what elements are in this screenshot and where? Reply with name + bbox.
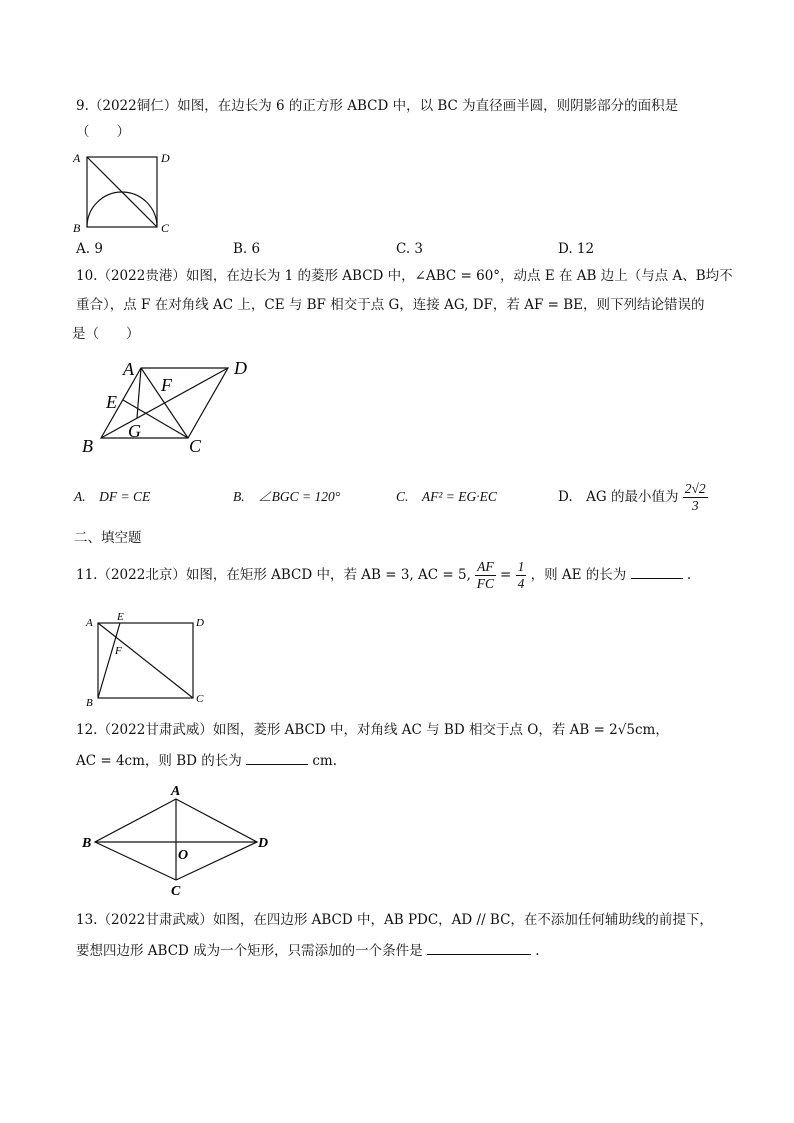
q9-label-d: D (161, 151, 170, 165)
q10-label-g: G (128, 421, 141, 441)
q10-stem-line3: 是（ ） (72, 326, 140, 342)
q11-stem (76, 557, 691, 593)
q10-label-c: C (189, 436, 202, 456)
q11-stem-end: . (686, 567, 692, 583)
q13-answer-blank[interactable] (427, 942, 531, 955)
q13-stem-end: . (535, 943, 540, 959)
q12-label-c: C (171, 884, 181, 899)
q10-option-d-fraction (683, 481, 708, 514)
q11-fraction-one-quarter (516, 559, 527, 592)
q10-option-d[interactable] (558, 478, 708, 516)
q10-label-f: F (161, 375, 172, 395)
q10-option-d-numerator: 2√2 (684, 481, 706, 496)
q11-stem-prefix: 11.（2022北京）如图，在矩形 ABCD 中，若 AB = 3, AC = 5, (76, 567, 471, 583)
q9-label-c: C (161, 221, 170, 235)
q9-option-c[interactable]: C. 3 (396, 241, 424, 257)
q10-option-b[interactable]: B. ∠BGC = 120° (233, 489, 341, 504)
q11-label-f: F (115, 645, 122, 657)
q9-stem-line1: 9.（2022铜仁）如图，在边长为 6 的正方形 ABCD 中，以 BC 为直径画半圆，则阴影部分的面积是 (76, 98, 679, 114)
q12-label-o: O (178, 848, 189, 863)
q11-label-a: A (86, 617, 93, 629)
q10-option-c[interactable]: C. AF² = EG·EC (396, 489, 497, 504)
q13-stem-line2 (76, 942, 540, 960)
q12-stem-line1: 12.（2022甘肃武威）如图，菱形 ABCD 中，对角线 AC 与 BD 相交于点 O，若 AB = 2√5cm， (76, 722, 669, 738)
q10-stem-line2: 重合），点 F 在对角线 AC 上，CE 与 BF 相交于点 G，连接 AG, DF，若 AF = BE，则下列结论错误的 (76, 297, 705, 313)
q12-answer-blank[interactable] (246, 752, 308, 765)
q12-label-d: D (258, 836, 269, 851)
q11-figure (82, 608, 212, 708)
q11-stem-suffix: ，则 AE 的长为 (530, 567, 627, 583)
q9-figure (70, 148, 180, 238)
q12-label-a: A (171, 784, 181, 799)
q9-label-b: B (73, 221, 81, 235)
q11-label-e: E (117, 611, 124, 623)
q13-stem-line1: 13.（2022甘肃武威）如图，在四边形 ABCD 中，AB PDC，AD // BC，在不添加任何辅助线的前提下， (76, 912, 713, 928)
q10-option-d-denominator: 3 (691, 498, 699, 513)
q9-label-a: A (73, 151, 81, 165)
q12-stem-line2 (76, 752, 337, 770)
q10-option-a[interactable]: A. DF = CE (74, 489, 151, 504)
q10-stem-line1: 10.（2022贵港）如图，在边长为 1 的菱形 ABCD 中，∠ABC = 60°，动点 E 在 AB 边上（与点 A、B均不 (76, 268, 733, 284)
q11-fraction2-denominator: 4 (517, 576, 525, 591)
q10-option-d-text: D. AG 的最小值为 (558, 489, 679, 505)
q9-stem-line2: （ ） (76, 124, 130, 140)
q10-label-d: D (234, 358, 247, 378)
q9-option-a[interactable]: A. 9 (76, 241, 103, 257)
q9-diagonal (87, 157, 157, 227)
q11-fraction1-numerator: AF (477, 559, 494, 574)
q12-label-b: B (82, 836, 92, 851)
section-fill-in-heading: 二、填空题 (74, 530, 142, 546)
q11-diagonal-ac (98, 623, 193, 698)
q10-figure (75, 355, 260, 460)
q11-answer-blank[interactable] (631, 566, 683, 579)
q11-label-c: C (196, 693, 204, 705)
q9-option-b[interactable]: B. 6 (233, 241, 261, 257)
q11-fraction1-denominator: FC (476, 576, 495, 591)
q11-equals: = (499, 567, 512, 583)
q12-stem-line2-a: AC = 4cm，则 BD 的长为 (76, 753, 242, 769)
q10-label-e: E (106, 392, 117, 412)
q13-stem-line2-text: 要想四边形 ABCD 成为一个矩形，只需添加的一个条件是 (76, 943, 423, 959)
q11-fraction-af-fc (475, 559, 496, 592)
q12-stem-line2-b: cm. (312, 753, 338, 769)
q12-figure (80, 782, 280, 902)
q9-semicircle (87, 192, 157, 227)
q11-label-d: D (196, 617, 204, 629)
q9-option-d[interactable]: D. 12 (558, 241, 595, 257)
q11-segment-be (98, 623, 120, 698)
q11-label-b: B (86, 697, 93, 708)
q10-label-a: A (123, 359, 134, 379)
q10-label-b: B (82, 436, 93, 456)
q11-fraction2-numerator: 1 (517, 559, 525, 574)
